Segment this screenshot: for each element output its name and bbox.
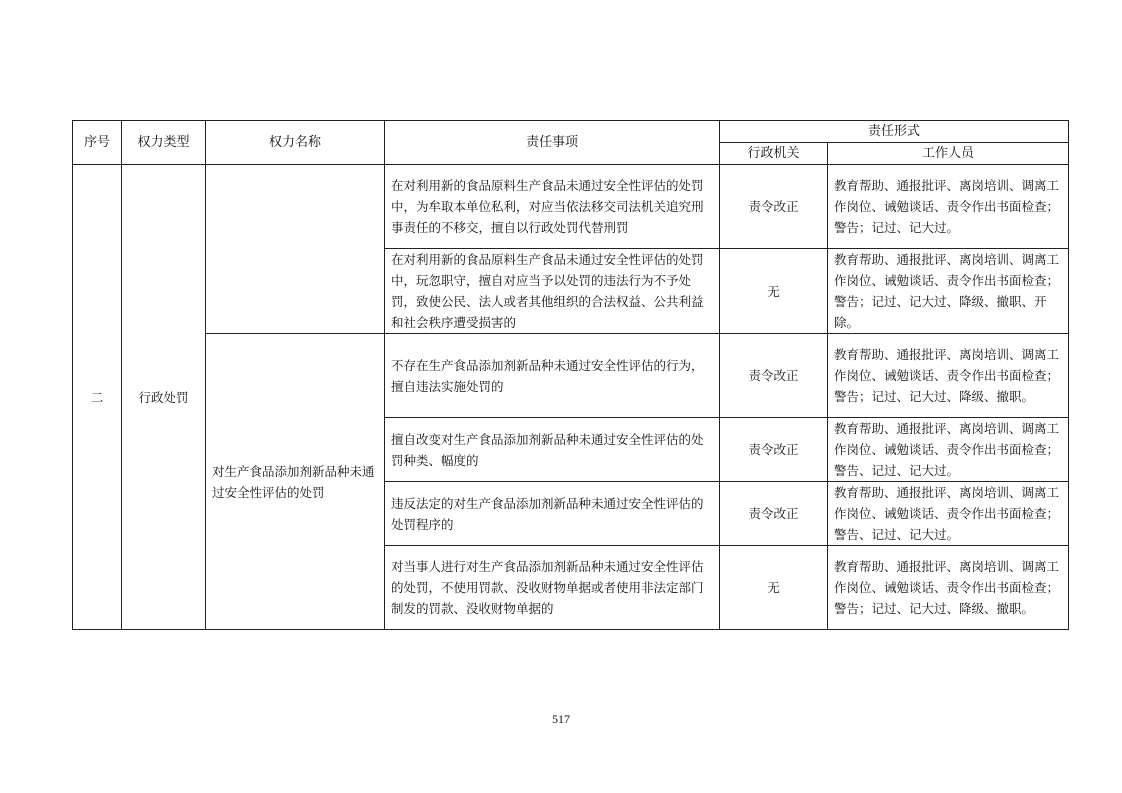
- section-power-type: 行政处罚: [122, 165, 206, 630]
- header-agency: 行政机关: [720, 143, 828, 165]
- matter-cell: 在对利用新的食品原料生产食品未通过安全性评估的处罚中，玩忽职守，擅自对应当予以处罚的违法行为不予处罚，致使公民、法人或者其他组织的合法权益、公共利益和社会秩序遭受损害的: [385, 249, 720, 334]
- staff-cell: 教育帮助、通报批评、离岗培训、调离工作岗位、诫勉谈话、责令作出书面检查；警告；记过、记大过、降级、撤职。: [828, 546, 1069, 630]
- header-row: [73, 121, 1069, 143]
- agency-cell: 责令改正: [720, 165, 828, 249]
- header-matter: 责任事项: [385, 121, 720, 165]
- matter-cell: 擅自改变对生产食品添加剂新品种未通过安全性评估的处罚种类、幅度的: [385, 418, 720, 482]
- matter-cell: 违反法定的对生产食品添加剂新品种未通过安全性评估的处罚程序的: [385, 482, 720, 546]
- agency-cell: 无: [720, 546, 828, 630]
- power-name-cell: 对生产食品添加剂新品种未通过安全性评估的处罚: [206, 334, 385, 630]
- header-staff: 工作人员: [828, 143, 1069, 165]
- agency-cell: 责令改正: [720, 334, 828, 418]
- staff-cell: 教育帮助、通报批评、离岗培训、调离工作岗位、诫勉谈话、责令作出书面检查；警告；记过、记大过、降级、撤职。: [828, 334, 1069, 418]
- matter-cell: 对当事人进行对生产食品添加剂新品种未通过安全性评估的处罚，不使用罚款、没收财物单据或者使用非法定部门制发的罚款、没收财物单据的: [385, 546, 720, 630]
- header-seq: 序号: [73, 121, 122, 165]
- staff-cell: 教育帮助、通报批评、离岗培训、调离工作岗位、诫勉谈话、责令作出书面检查；警告、记过、记大过。: [828, 482, 1069, 546]
- responsibility-table: [72, 120, 1069, 630]
- agency-cell: 责令改正: [720, 482, 828, 546]
- agency-cell: 无: [720, 249, 828, 334]
- section-seq: 二: [73, 165, 122, 630]
- staff-cell: 教育帮助、通报批评、离岗培训、调离工作岗位、诫勉谈话、责令作出书面检查；警告、记过、记大过。: [828, 418, 1069, 482]
- header-power-type: 权力类型: [122, 121, 206, 165]
- table-row: [73, 165, 1069, 249]
- matter-cell: 在对利用新的食品原料生产食品未通过安全性评估的处罚中，为牟取本单位私利，对应当依法移交司法机关追究刑事责任的不移交，擅自以行政处罚代替刑罚: [385, 165, 720, 249]
- agency-cell: 责令改正: [720, 418, 828, 482]
- staff-cell: 教育帮助、通报批评、离岗培训、调离工作岗位、诫勉谈话、责令作出书面检查；警告；记过、记大过、降级、撤职、开除。: [828, 249, 1069, 334]
- power-name-cell-empty: [206, 165, 385, 334]
- header-form: 责任形式: [720, 121, 1069, 143]
- table-row: [73, 334, 1069, 418]
- staff-cell: 教育帮助、通报批评、离岗培训、调离工作岗位、诫勉谈话、责令作出书面检查；警告；记过、记大过。: [828, 165, 1069, 249]
- page-number: 517: [552, 712, 570, 726]
- matter-cell: 不存在生产食品添加剂新品种未通过安全性评估的行为，擅自违法实施处罚的: [385, 334, 720, 418]
- header-power-name: 权力名称: [206, 121, 385, 165]
